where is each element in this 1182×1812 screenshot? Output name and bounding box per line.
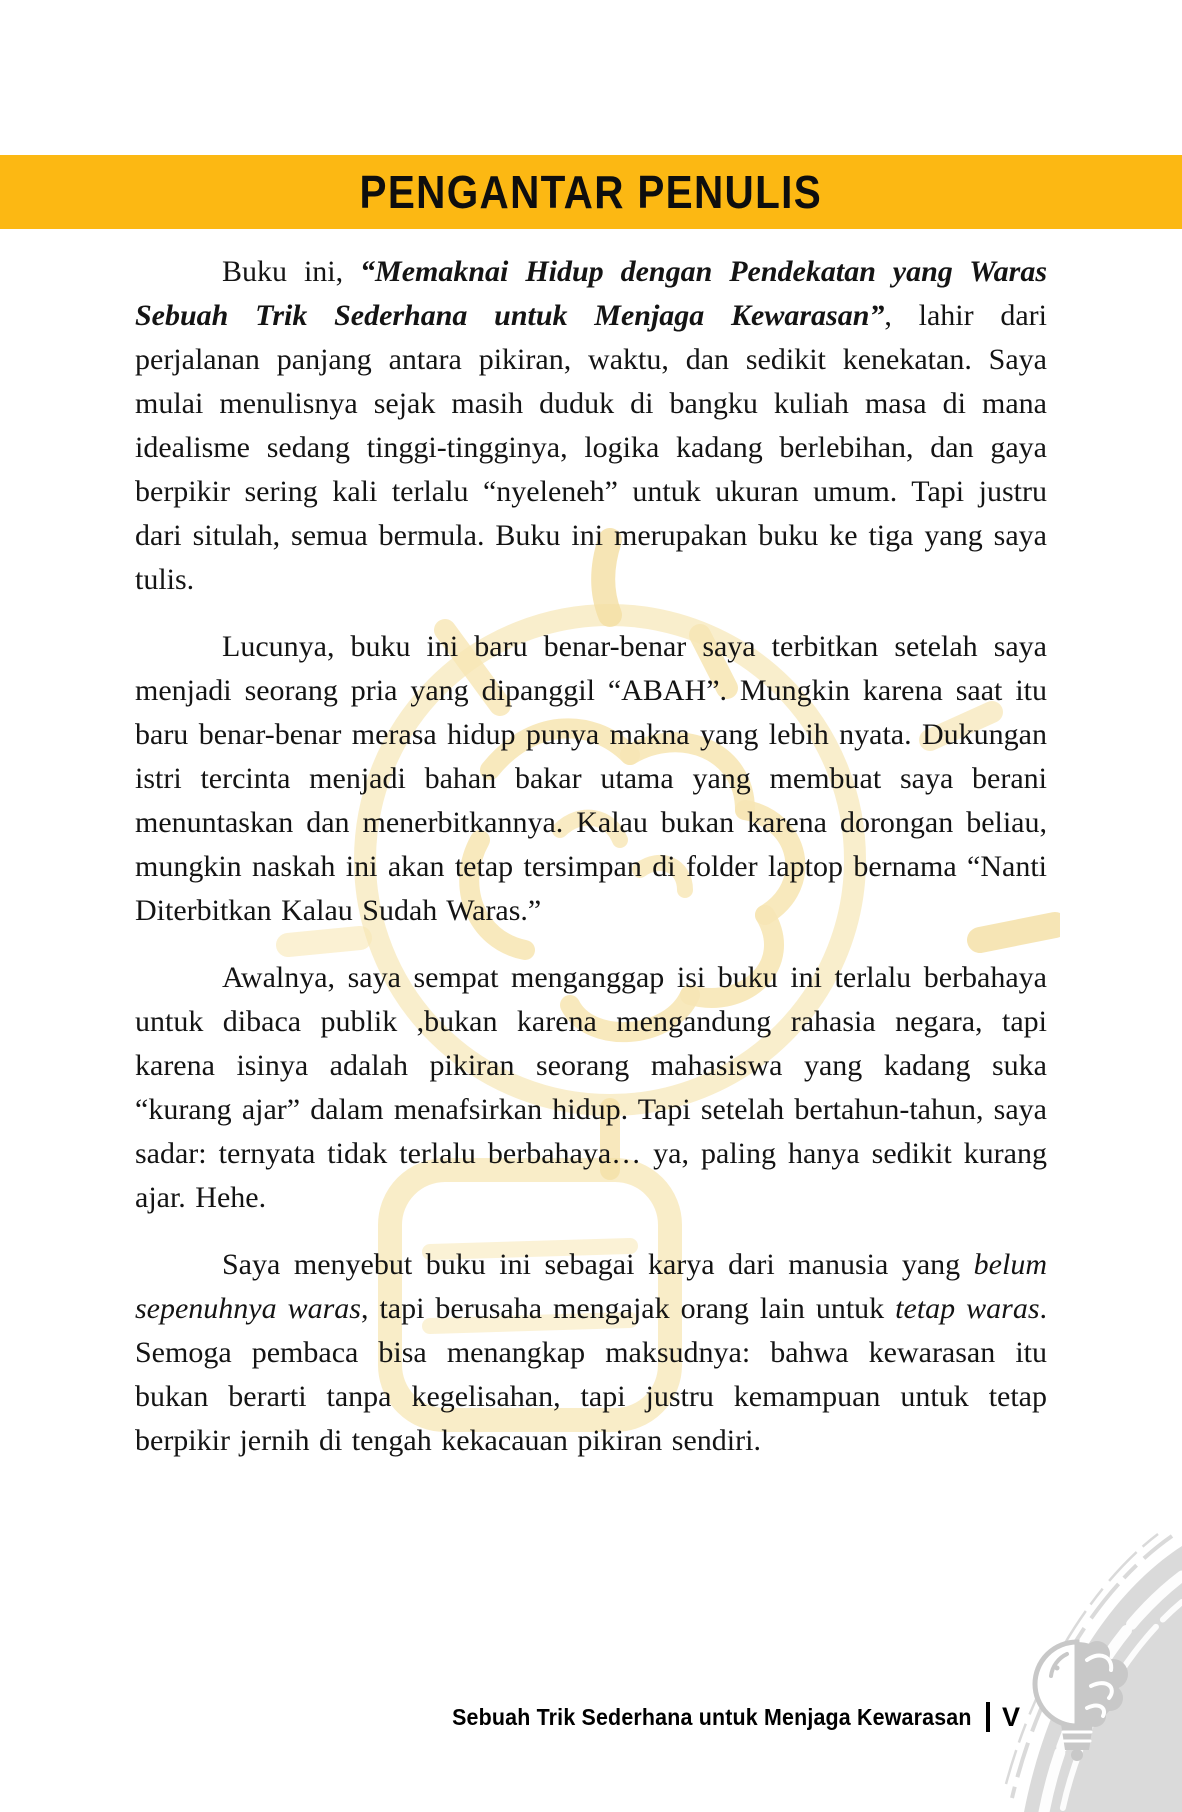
paragraph-segment: , tapi berusaha mengajak orang lain untuk [360,1292,896,1325]
page-footer [413,1700,1020,1734]
paragraph [135,1243,1047,1463]
paragraph-segment: Buku ini, [222,255,361,288]
footer-divider [986,1702,990,1732]
paragraph [135,625,1047,933]
chapter-header-banner [0,155,1182,229]
page-number: V [1001,1701,1020,1732]
paragraph-segment: belum sepenuhnya waras [135,1248,1047,1325]
footer-book-title: Sebuah Trik Sederhana untuk Menjaga Kewarasan [452,1703,972,1730]
paragraph-segment: Saya menyebut buku ini sebagai karya dari manusia yang [222,1248,974,1281]
preface-body [135,250,1047,1486]
paragraph-segment: . Semoga pembaca bisa menangkap maksudnya: bahwa kewarasan itu bukan berarti tanpa kegelisahan, tapi justru kemampuan untuk tetap berpikir jernih di tengah kekacauan pikiran sendiri. [135,1292,1047,1457]
paragraph-segment: “Memaknai Hidup dengan Pendekatan yang Waras Sebuah Trik Sederhana untuk Menjaga Kewarasan” [135,255,1047,332]
corner-lightbulb-graphic-icon [852,1532,1182,1812]
paragraph-segment: , lahir dari perjalanan panjang antara pikiran, waktu, dan sedikit kenekatan. Saya mulai menulisnya sejak masih duduk di bangku kuliah masa di mana idealisme sedang tinggi-tingginya, logika kadang berlebihan, dan gaya berpikir sering kali terlalu “nyeleneh” untuk ukuran umum. Tapi justru dari situlah, semua bermula. Buku ini merupakan buku ke tiga yang saya tulis. [135,299,1047,596]
paragraph-segment: Awalnya, saya sempat menganggap isi buku ini terlalu berbahaya untuk dibaca publik ,bukan karena mengandung rahasia negara, tapi karena isinya adalah pikiran seorang mahasiswa yang kadang suka “kurang ajar” dalam menafsirkan hidup. Tapi setelah bertahun-tahun, saya sadar: ternyata tidak terlalu berbahaya… ya, paling hanya sedikit kurang ajar. Hehe. [135,961,1047,1214]
paragraph-segment: Lucunya, buku ini baru benar-benar saya terbitkan setelah saya menjadi seorang pria yang dipanggil “ABAH”. Mungkin karena saat itu baru benar-benar merasa hidup punya makna yang lebih nyata. Dukungan istri tercinta menjadi bahan bakar utama yang membuat saya berani menuntaskan dan menerbitkannya. Kalau bukan karena dorongan beliau, mungkin naskah ini akan tetap tersimpan di folder laptop bernama “Nanti Diterbitkan Kalau Sudah Waras.” [135,630,1047,927]
page-title: PENGANTAR PENULIS [359,166,823,218]
paragraph [135,956,1047,1220]
paragraph-segment: tetap waras [895,1292,1040,1325]
paragraph [135,250,1047,602]
